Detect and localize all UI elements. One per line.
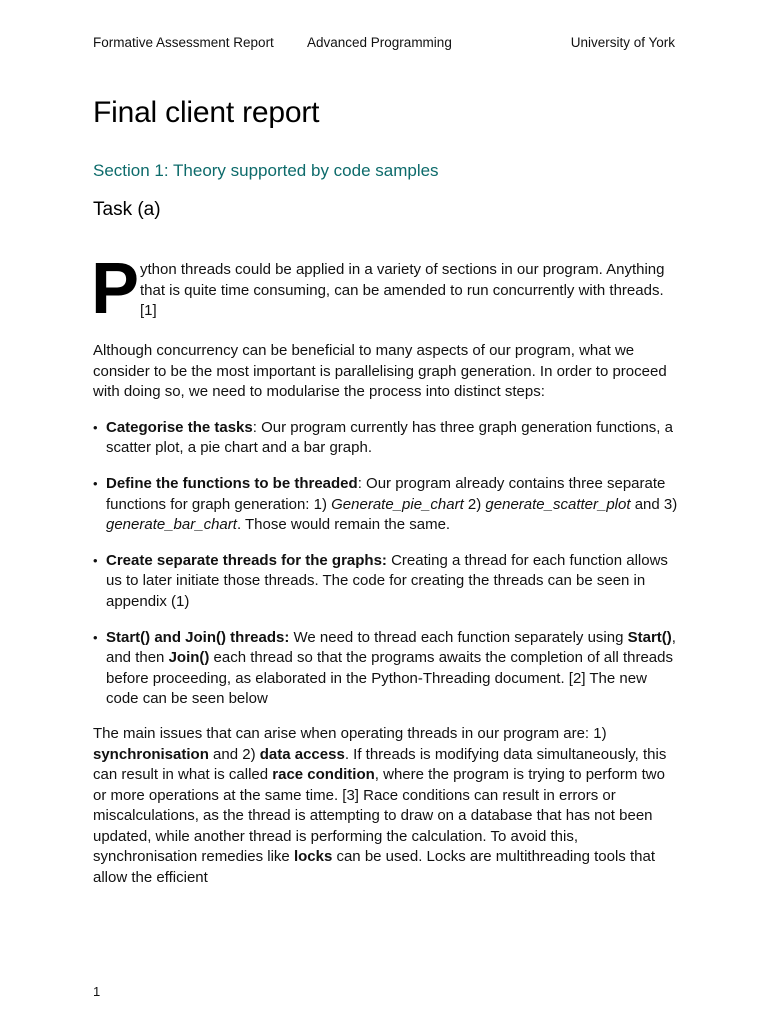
text-run: The main issues that can arise when operating threads in our program are: 1) — [93, 724, 607, 742]
text-run: can be used. Locks are multithreading tools that allow the efficient — [93, 848, 655, 887]
list-item-term: Define the functions to be threaded — [106, 474, 358, 492]
list-item-define — [93, 474, 678, 536]
paragraph-issues — [93, 724, 678, 889]
header-university: University of York — [570, 35, 675, 50]
document-body — [91, 249, 678, 889]
function-name: generate_bar_chart — [106, 516, 237, 534]
function-name: generate_scatter_plot — [485, 495, 631, 513]
list-item-text: and 3) — [630, 495, 678, 513]
drop-cap: P — [91, 249, 140, 329]
list-item-term: Start() and Join() threads: — [106, 628, 290, 646]
key-term: data access — [259, 745, 345, 763]
list-item-text: Creating a thread for each function allows us to later initiate those threads. The code for creating the threads can be seen in appendix (1) — [106, 551, 668, 610]
paragraph-concurrency: Although concurrency can be beneficial to many aspects of our program, what we consider to be the most important is parallelising graph generation. In order to proceed with doing so, we need to modularise the process into distinct steps: — [93, 342, 667, 401]
bullet-icon: • — [93, 629, 98, 645]
header-course: Advanced Programming — [307, 35, 452, 50]
list-item-text: each thread so that the programs awaits the completion of all threads before proceeding, as elaborated in the Python-Threading document. [2] The new code can be seen below — [106, 649, 673, 708]
key-term: race condition — [272, 766, 375, 784]
task-heading: Task (a) — [93, 199, 161, 220]
intro-text: ython threads could be applied in a variety of sections in our program. Anything that is quite time consuming, can be amended to run concurrently with threads. [1] — [140, 261, 665, 320]
inline-code-term: Join() — [168, 649, 210, 667]
list-item-term: Create separate threads for the graphs: — [106, 551, 387, 569]
intro-paragraph — [91, 249, 678, 329]
function-name: Generate_pie_chart — [331, 495, 464, 513]
header-report-type: Formative Assessment Report — [93, 35, 274, 50]
section-heading: Section 1: Theory supported by code samples — [93, 161, 439, 180]
list-item-text: . Those would remain the same. — [236, 516, 451, 534]
page-title: Final client report — [93, 96, 320, 129]
key-term: locks — [293, 848, 333, 866]
list-item-text: 2) — [463, 495, 486, 513]
page-number: 1 — [93, 984, 101, 999]
bullet-icon: • — [93, 475, 98, 491]
bullet-icon: • — [93, 419, 98, 435]
inline-code-term: Start() — [627, 628, 672, 646]
list-item-text: : Our program currently has three graph generation functions, a scatter plot, a pie chart and a bar graph. — [106, 418, 673, 457]
steps-list — [93, 418, 678, 710]
text-run: and 2) — [208, 745, 260, 763]
list-item-create-threads — [93, 551, 678, 613]
bullet-icon: • — [93, 552, 98, 568]
list-item-text: : Our program already contains three separate functions for graph generation: 1) — [106, 474, 666, 513]
text-run: . If threads is modifying data simultaneously, this can result in what is called — [93, 745, 667, 784]
list-item-categorise — [93, 418, 678, 459]
list-item-start-join — [93, 628, 678, 710]
list-item-text: , and then — [106, 628, 676, 667]
list-item-term: Categorise the tasks — [106, 418, 253, 436]
list-item-text: We need to thread each function separately using — [289, 628, 628, 646]
running-header — [93, 35, 678, 53]
key-term: synchronisation — [93, 745, 209, 763]
text-run: , where the program is trying to perform two or more operations at the same time. [3] Race conditions can result in errors or miscalculations, as the thread is attempting to draw on a database that has not been updated, while another thread is performing the calculation. To avoid this, synchronisation remedies like — [93, 766, 665, 866]
